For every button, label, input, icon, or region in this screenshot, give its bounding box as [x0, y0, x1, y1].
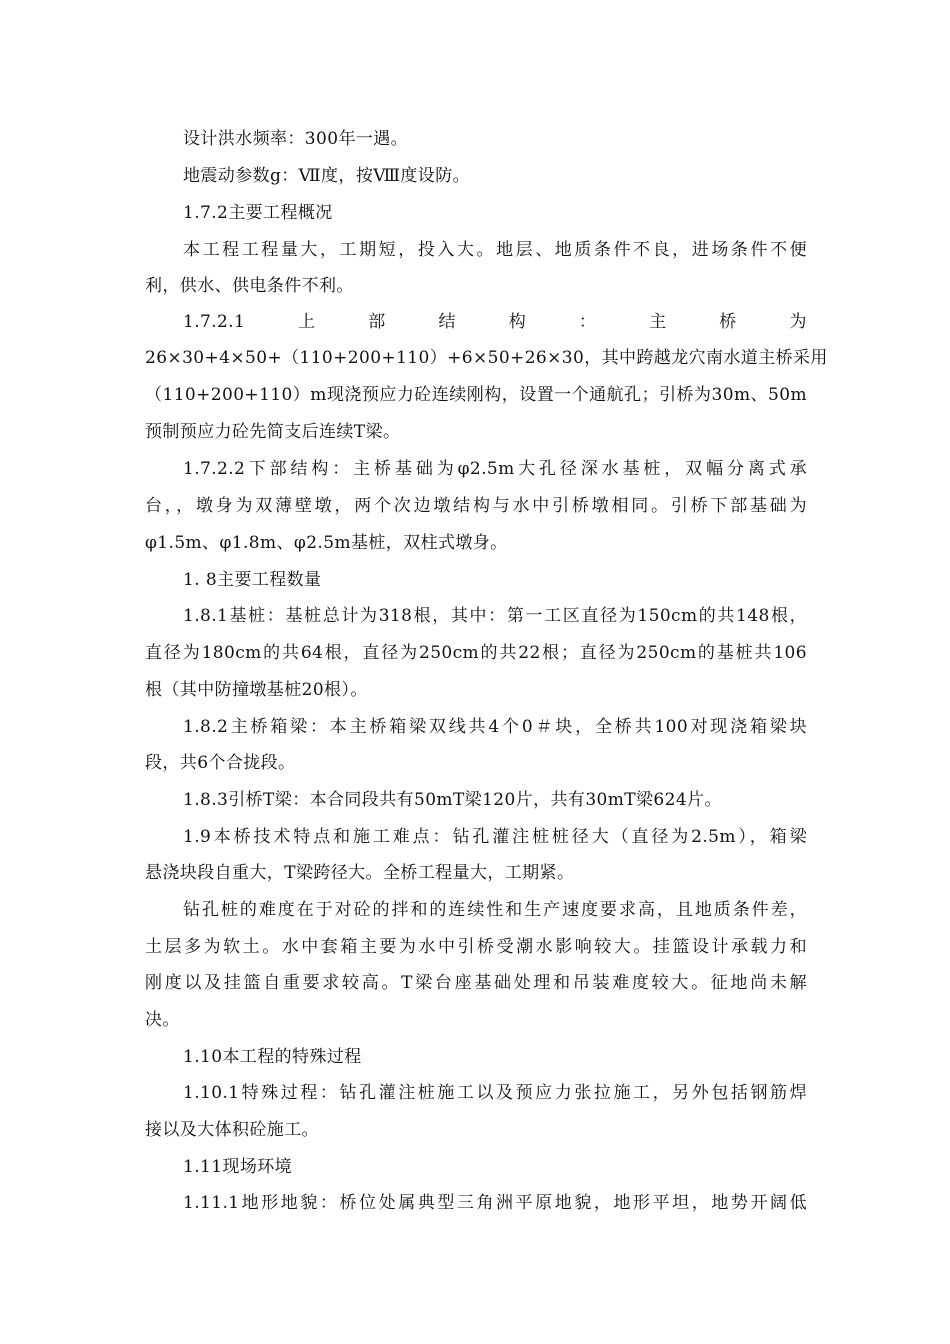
spread-token: 桥 [719, 312, 737, 332]
text-line: 1.7.2.2下部结构：主桥基础为φ2.5m大孔径深水基桩，双幅分离式承 [183, 459, 807, 479]
spread-token: 主 [649, 312, 667, 332]
spread-token: 结 [438, 312, 456, 332]
text-line: 1.8.3引桥T梁：本合同段共有50mT梁120片，共有30mT梁624片。 [183, 790, 722, 810]
text-line: 1.10.1特殊过程：钻孔灌注桩施工以及预应力张拉施工，另外包括钢筋焊 [183, 1083, 807, 1103]
spread-token: 上 [298, 312, 316, 332]
spread-token: 构 [508, 312, 527, 332]
text-line: 利，供水、供电条件不利。 [145, 276, 354, 296]
text-line: 决。 [145, 1010, 180, 1030]
section-heading: 1.10本工程的特殊过程 [183, 1047, 362, 1067]
text-line: φ1.5m、φ1.8m、φ2.5m基桩，双柱式墩身。 [145, 533, 508, 553]
section-heading: 1.7.2主要工程概况 [183, 203, 333, 223]
text-line: 地震动参数g：Ⅶ度，按Ⅷ度设防。 [183, 166, 470, 186]
text-line: 1.9本桥技术特点和施工难点：钻孔灌注桩桩径大（直径为2.5m），箱梁 [183, 827, 807, 847]
text-line: 悬浇块段自重大，T梁跨径大。全桥工程量大，工期紧。 [145, 863, 575, 883]
spread-token: 1.7.2.1 [183, 312, 246, 332]
text-line: 钻孔桩的难度在于对砼的拌和的连续性和生产速度要求高，且地质条件差， [183, 900, 807, 920]
text-line: 1.8.1基桩：基桩总计为318根，其中：第一工区直径为150cm的共148根， [183, 606, 807, 626]
spread-token: 为 [789, 312, 807, 332]
text-line: 根（其中防撞墩基桩20根）。 [145, 680, 368, 700]
text-line: 1.8.2主桥箱梁：本主桥箱梁双线共4个0＃块，全桥共100对现浇箱梁块 [183, 717, 807, 737]
text-line: 1.11.1地形地貌：桥位处属典型三角洲平原地貌，地形平坦，地势开阔低 [183, 1193, 807, 1213]
text-line: 段，共6个合拢段。 [145, 753, 296, 773]
text-line: 接以及大体积砼施工。 [145, 1120, 319, 1140]
text-line: 土层多为软土。水中套箱主要为水中引桥受潮水影响较大。挂篮设计承载力和 [145, 937, 807, 957]
spread-token: 部 [368, 312, 386, 332]
text-line: 刚度以及挂篮自重要求较高。T梁台座基础处理和吊装难度较大。征地尚未解 [145, 973, 807, 993]
text-line: 设计洪水频率：300年一遇。 [183, 129, 409, 149]
section-heading: 1. 8主要工程数量 [183, 570, 322, 590]
text-line: 26×30+4×50+（110+200+110）+6×50+26×30，其中跨越龙穴南水道主桥采用 [145, 348, 828, 368]
text-line: 台，，墩身为双薄壁墩，两个次边墩结构与水中引桥墩相同。引桥下部基础为 [145, 496, 807, 516]
text-line: 直径为180cm的共64根，直径为250cm的共22根；直径为250cm的基桩共106 [145, 643, 807, 663]
text-line: （110+200+110）m现浇预应力砼连续刚构，设置一个通航孔；引桥为30m、50m [145, 385, 807, 405]
text-line: 预制预应力砼先简支后连续T梁。 [145, 422, 401, 442]
text-line: 本工程工程量大，工期短，投入大。地层、地质条件不良，进场条件不便 [183, 240, 807, 260]
spread-heading-line [183, 311, 807, 333]
section-heading: 1.11现场环境 [183, 1157, 293, 1177]
spread-token: ： [578, 312, 597, 332]
